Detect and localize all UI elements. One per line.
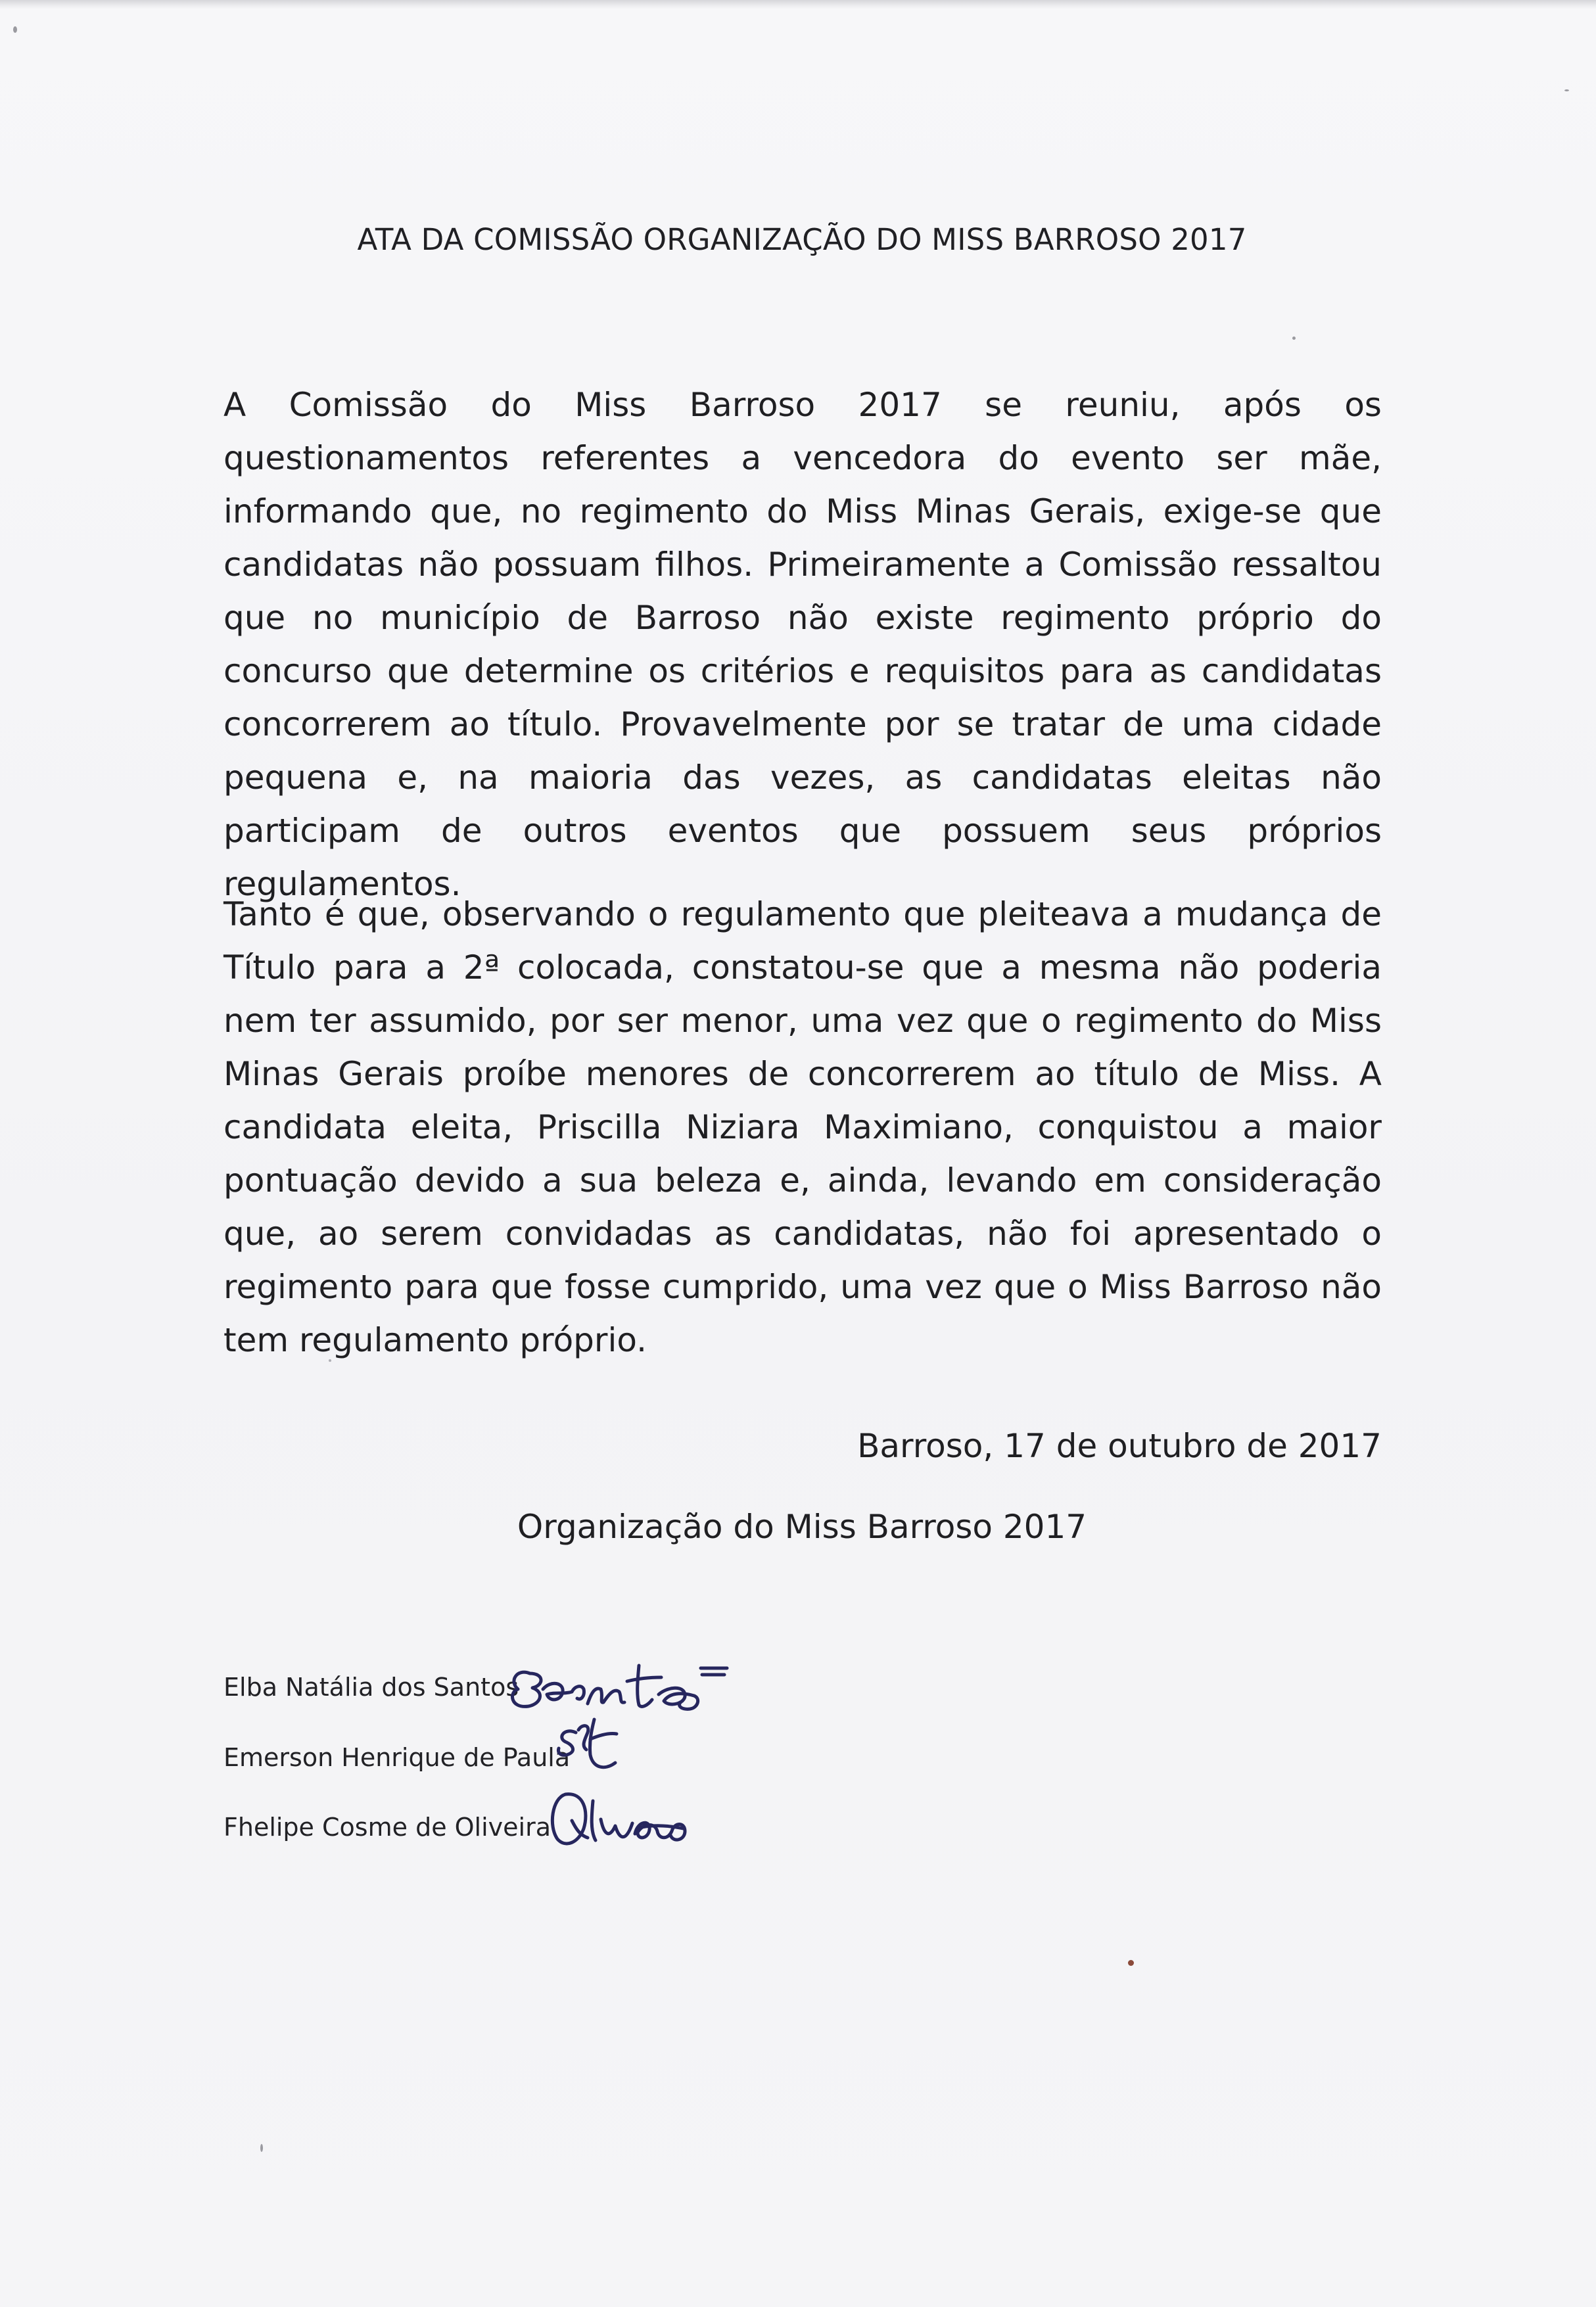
document-title: ATA DA COMISSÃO ORGANIZAÇÃO DO MISS BARROSO 2017 (357, 222, 1247, 257)
scan-speck (1564, 89, 1569, 91)
signatory-1: Elba Natália dos Santos (223, 1673, 519, 1702)
paragraph-2: Tanto é que, observando o regulamento que pleiteava a mudança de Título para a 2ª colocada, constatou-se que a mesma não poderia nem ter assumido, por ser menor, uma vez que o regimento do Miss Minas Gerais proíbe menores de concorrerem ao título de Miss. A candidata eleita, Priscilla Niziara Maximiano, conquistou a maior pontuação devido a sua beleza e, ainda, levando em consideração que, ao serem convidadas as candidatas, não foi apresentado o regimento para que fosse cumprido, uma vez que o Miss Barroso não tem regulamento próprio. (223, 895, 1382, 1359)
scan-speck (1292, 337, 1296, 340)
scan-speck (13, 26, 17, 33)
organization-line: Organização do Miss Barroso 2017 (517, 1508, 1087, 1546)
signature-fhelipe (543, 1783, 701, 1855)
scan-top-edge (0, 0, 1596, 9)
signatory-3: Fhelipe Cosme de Oliveira (223, 1813, 552, 1842)
scan-speck (1128, 1960, 1134, 1966)
signature-emerson (552, 1715, 651, 1775)
signatory-2: Emerson Henrique de Paula (223, 1743, 571, 1772)
place-and-date: Barroso, 17 de outubro de 2017 (857, 1427, 1382, 1465)
paragraph-1: A Comissão do Miss Barroso 2017 se reuniu, após os questionamentos referentes a vencedora do evento ser mãe, informando que, no regimento do Miss Minas Gerais, exige-se que candidatas não possuam filhos. Primeiramente a Comissão ressaltou que no município de Barroso não existe regimento próprio do concurso que determine os critérios e requisitos para as candidatas concorrerem ao título. Provavelmente por se tratar de uma cidade pequena e, na maioria das vezes, as candidatas eleitas não participam de outros eventos que possuem seus próprios regulamentos. (223, 386, 1382, 903)
signature-elba (504, 1648, 753, 1721)
scan-speck (260, 2144, 263, 2152)
